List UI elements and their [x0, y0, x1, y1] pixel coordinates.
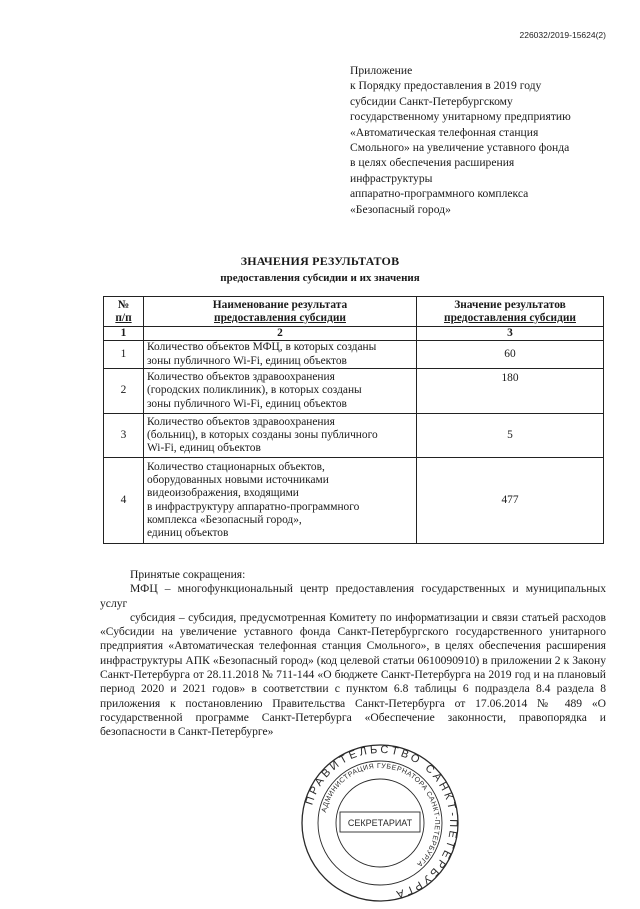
document-subtitle: предоставления субсидии и их значения	[220, 272, 420, 284]
document-title: ЗНАЧЕНИЯ РЕЗУЛЬТАТОВ	[240, 254, 400, 268]
row-num: 3	[104, 414, 144, 458]
svg-text:СЕКРЕТАРИАТ: СЕКРЕТАРИАТ	[347, 818, 413, 828]
appendix-block	[350, 63, 620, 217]
appendix-line: аппаратно-программного комплекса	[350, 187, 529, 201]
appendix-line: Приложение	[350, 64, 413, 77]
table-row	[104, 341, 604, 369]
table-header-row	[104, 297, 604, 327]
header-value: Значение результатов предоставления субсидии	[417, 297, 604, 327]
appendix-line: государственному унитарному предприятию	[350, 110, 571, 124]
row-num: 2	[104, 369, 144, 414]
table-row	[104, 414, 604, 458]
abbreviation-subsidy: субсидия – субсидия, предусмотренная Комитету по информатизации и связи статьей расходов «Субсидии на увеличение уставного фонда Санкт-Петербургского государственного унитарного предприятия «Автоматическая телефонная станция Смольного», в целях обеспечения расширения инфраструктуры АПК «Безопасный город» (код целевой статьи 0610090910) в приложении 2 к Закону Санкт-Петербурга от 28.11.2018 № 711-144 «О бюджете Санкт-Петербурга на 2019 год и на плановый период 2020 и 2021 годов» в соответствии с пунктом 6.8 таблицы 6 подраздела 8.4 раздела 8 приложения к постановлению Правительства Санкт-Петербурга от 17.06.2014 № 489 «О государственной программе Санкт-Петербурга «Обеспечение законности, правопорядка и безопасности в Санкт-Петербурге»	[100, 610, 606, 739]
col-number: 2	[144, 327, 417, 341]
row-name: Количество стационарных объектов, оборудованных новыми источниками видеоизображения, входящими в инфраструктуру аппаратно-программного комплекса «Безопасный город», единиц объектов	[144, 458, 417, 544]
official-stamp	[296, 742, 464, 904]
appendix-line: к Порядку предоставления в 2019 году	[350, 79, 542, 93]
header-num: № п/п	[104, 297, 144, 327]
stamp-seal-icon	[296, 742, 464, 904]
row-name: Количество объектов МФЦ, в которых созданы зоны публичного Wi-Fi, единиц объектов	[144, 341, 417, 369]
table-row	[104, 369, 604, 414]
abbreviations-heading: Принятые сокращения:	[130, 568, 246, 581]
appendix-line: в целях обеспечения расширения	[350, 156, 515, 170]
col-number: 3	[417, 327, 604, 341]
appendix-line: Смольного» на увеличение уставного фонда	[350, 141, 570, 155]
row-name: Количество объектов здравоохранения (городских поликлиник), в которых созданы зоны публичного Wi-Fi, единиц объектов	[144, 369, 417, 414]
results-table	[103, 296, 604, 544]
document-number: 226032/2019-15624(2)	[519, 30, 606, 40]
appendix-line: «Автоматическая телефонная станция	[350, 125, 539, 139]
row-value: 60	[417, 341, 604, 369]
appendix-line: «Безопасный город»	[350, 202, 451, 216]
appendix-line: субсидии Санкт-Петербургскому	[350, 94, 513, 108]
row-name: Количество объектов здравоохранения (больниц), в которых созданы зоны публичного Wi-Fi, единиц объектов	[144, 414, 417, 458]
row-value: 477	[417, 458, 604, 544]
abbreviations-block	[100, 568, 606, 740]
svg-text:ПРАВИТЕЛЬСТВО САНКТ-ПЕТЕРБУРГА: ПРАВИТЕЛЬСТВО САНКТ-ПЕТЕРБУРГА	[303, 743, 460, 901]
column-number-row	[104, 327, 604, 341]
col-number: 1	[104, 327, 144, 341]
svg-text:АДМИНИСТРАЦИЯ ГУБЕРНАТОРА САНК: АДМИНИСТРАЦИЯ ГУБЕРНАТОРА САНКТ-ПЕТЕРБУРГА	[321, 762, 441, 868]
row-num: 4	[104, 458, 144, 544]
header-name: Наименование результата предоставления субсидии	[144, 297, 417, 327]
table-row	[104, 458, 604, 544]
row-num: 1	[104, 341, 144, 369]
row-value: 5	[417, 414, 604, 458]
row-value: 180	[417, 369, 604, 414]
abbreviation-mfc: МФЦ – многофункциональный центр предоставления государственных и муниципальных услуг	[100, 582, 606, 610]
appendix-line: инфраструктуры	[350, 171, 433, 185]
